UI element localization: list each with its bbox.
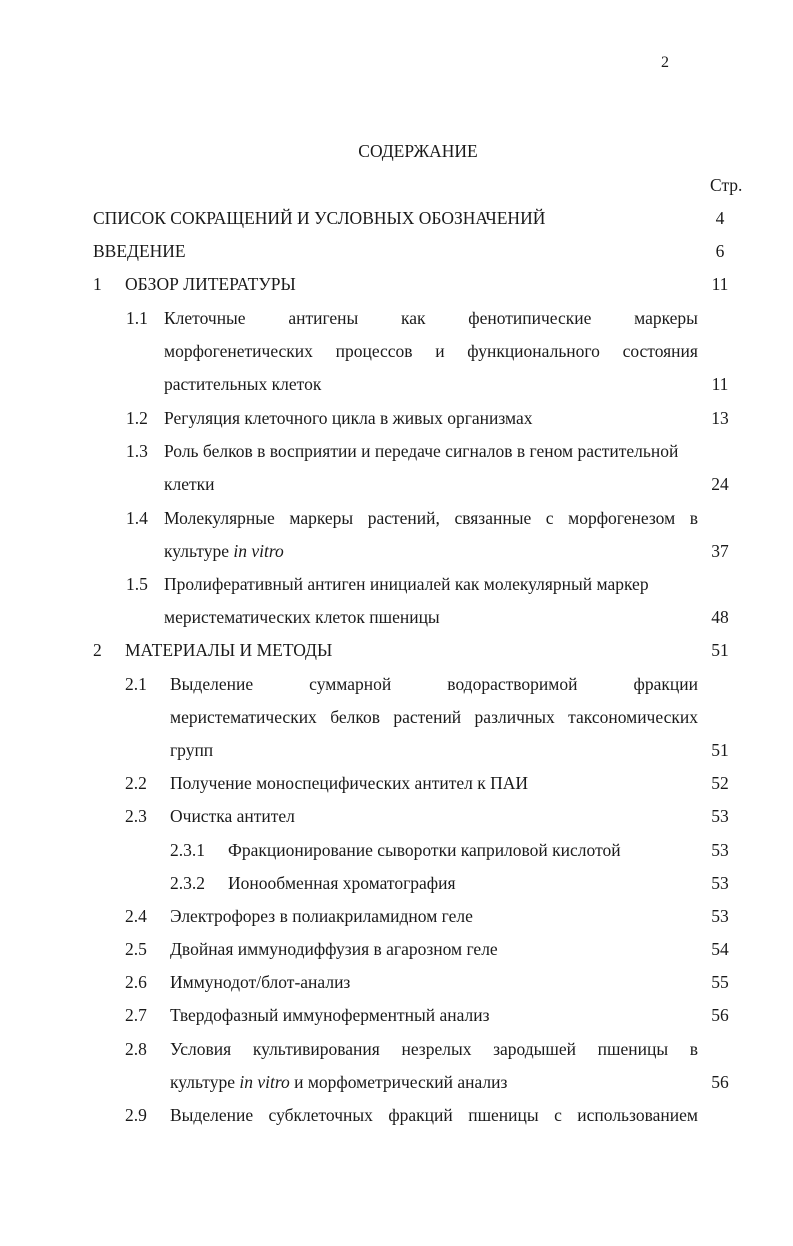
toc-section-title-line: Молекулярные маркеры растений, связанные с морфогенезом в <box>164 508 698 528</box>
page-column-label: Стр. <box>710 175 743 195</box>
toc-section-title-line: Выделение субклеточных фракций пшеницы с использованием <box>170 1105 698 1125</box>
toc-chapter-page: 11 <box>711 274 729 294</box>
toc-section-page: 56 <box>711 1072 729 1092</box>
toc-section-title: Электрофорез в полиакриламидном геле <box>170 906 473 926</box>
toc-section-title: Очистка антител <box>170 806 295 826</box>
toc-section-title-line: культуре in vitro и морфометрический анализ <box>170 1072 508 1092</box>
toc-section-page: 51 <box>711 740 729 760</box>
toc-section-title-line: Пролиферативный антиген инициалей как молекулярный маркер <box>164 574 649 594</box>
toc-section-number: 2.9 <box>125 1105 147 1125</box>
toc-section-number: 2.4 <box>125 906 147 926</box>
toc-section-number: 1.2 <box>126 408 148 428</box>
toc-section-page: 56 <box>711 1005 729 1025</box>
toc-section-page: 52 <box>711 773 729 793</box>
toc-section-title-line: Выделение суммарной водорастворимой фракции <box>170 674 698 694</box>
toc-section-page: 54 <box>711 939 729 959</box>
toc-section-title-line: Условия культивирования незрелых зародышей пшеницы в <box>170 1039 698 1059</box>
toc-section-title: Регуляция клеточного цикла в живых организмах <box>164 408 533 428</box>
toc-chapter-number: 2 <box>93 640 102 660</box>
toc-section-number: 1.4 <box>126 508 148 528</box>
toc-section-number: 1.5 <box>126 574 148 594</box>
toc-section-title: Твердофазный иммуноферментный анализ <box>170 1005 490 1025</box>
toc-subsection-title: Ионообменная хроматография <box>228 873 456 893</box>
toc-section-number: 2.6 <box>125 972 147 992</box>
toc-section-title: Получение моноспецифических антител к ПАИ <box>170 773 529 793</box>
toc-section-title: Двойная иммунодиффузия в агарозном геле <box>170 939 498 959</box>
toc-chapter-page: 51 <box>711 640 729 660</box>
page-number: 2 <box>661 54 669 71</box>
toc-section-page: 53 <box>711 806 729 826</box>
toc-section-title-line: клетки <box>164 474 215 494</box>
toc-subsection-number: 2.3.1 <box>170 840 205 860</box>
toc-chapter-number: 1 <box>93 274 102 294</box>
toc-section-number: 1.3 <box>126 441 148 461</box>
toc-section-title-line: культуре in vitro <box>164 541 284 561</box>
toc-entry-intro-title: ВВЕДЕНИЕ <box>93 241 186 261</box>
toc-subsection-page: 53 <box>711 840 729 860</box>
toc-entry-abbreviations-page: 4 <box>715 208 725 228</box>
toc-section-number: 2.2 <box>125 773 147 793</box>
toc-section-title-line: морфогенетических процессов и функционального состояния <box>164 341 698 361</box>
toc-section-page: 11 <box>711 374 729 394</box>
toc-entry-intro-page: 6 <box>715 241 725 261</box>
toc-chapter-title: МАТЕРИАЛЫ И МЕТОДЫ <box>125 640 333 660</box>
toc-subsection-number: 2.3.2 <box>170 873 205 893</box>
toc-section-title-line: меристематических клеток пшеницы <box>164 607 440 627</box>
toc-section-page: 55 <box>711 972 729 992</box>
toc-section-page: 48 <box>711 607 729 627</box>
toc-section-page: 13 <box>711 408 729 428</box>
toc-section-page: 24 <box>711 474 729 494</box>
toc-section-page: 37 <box>711 541 729 561</box>
toc-section-page: 53 <box>711 906 729 926</box>
toc-chapter-title: ОБЗОР ЛИТЕРАТУРЫ <box>125 274 296 294</box>
toc-section-title-line: Роль белков в восприятии и передаче сигналов в геном растительной <box>164 441 679 461</box>
toc-section-number: 2.1 <box>125 674 147 694</box>
toc-entry-abbreviations-title: СПИСОК СОКРАЩЕНИЙ И УСЛОВНЫХ ОБОЗНАЧЕНИЙ <box>93 208 546 228</box>
toc-subsection-page: 53 <box>711 873 729 893</box>
toc-section-title-line: Клеточные антигены как фенотипические маркеры <box>164 308 698 328</box>
toc-section-title-line: растительных клеток <box>164 374 322 394</box>
toc-section-number: 2.7 <box>125 1005 147 1025</box>
toc-subsection-title: Фракционирование сыворотки каприловой кислотой <box>228 840 621 860</box>
toc-section-number: 2.8 <box>125 1039 147 1059</box>
toc-section-title-line: групп <box>170 740 214 760</box>
toc-section-number: 1.1 <box>126 308 148 328</box>
toc-section-number: 2.3 <box>125 806 147 826</box>
toc-section-number: 2.5 <box>125 939 147 959</box>
toc-title: СОДЕРЖАНИЕ <box>358 141 478 161</box>
toc-section-title: Иммунодот/блот-анализ <box>170 972 351 992</box>
toc-section-title-line: меристематических белков растений различных таксономических <box>170 707 698 727</box>
